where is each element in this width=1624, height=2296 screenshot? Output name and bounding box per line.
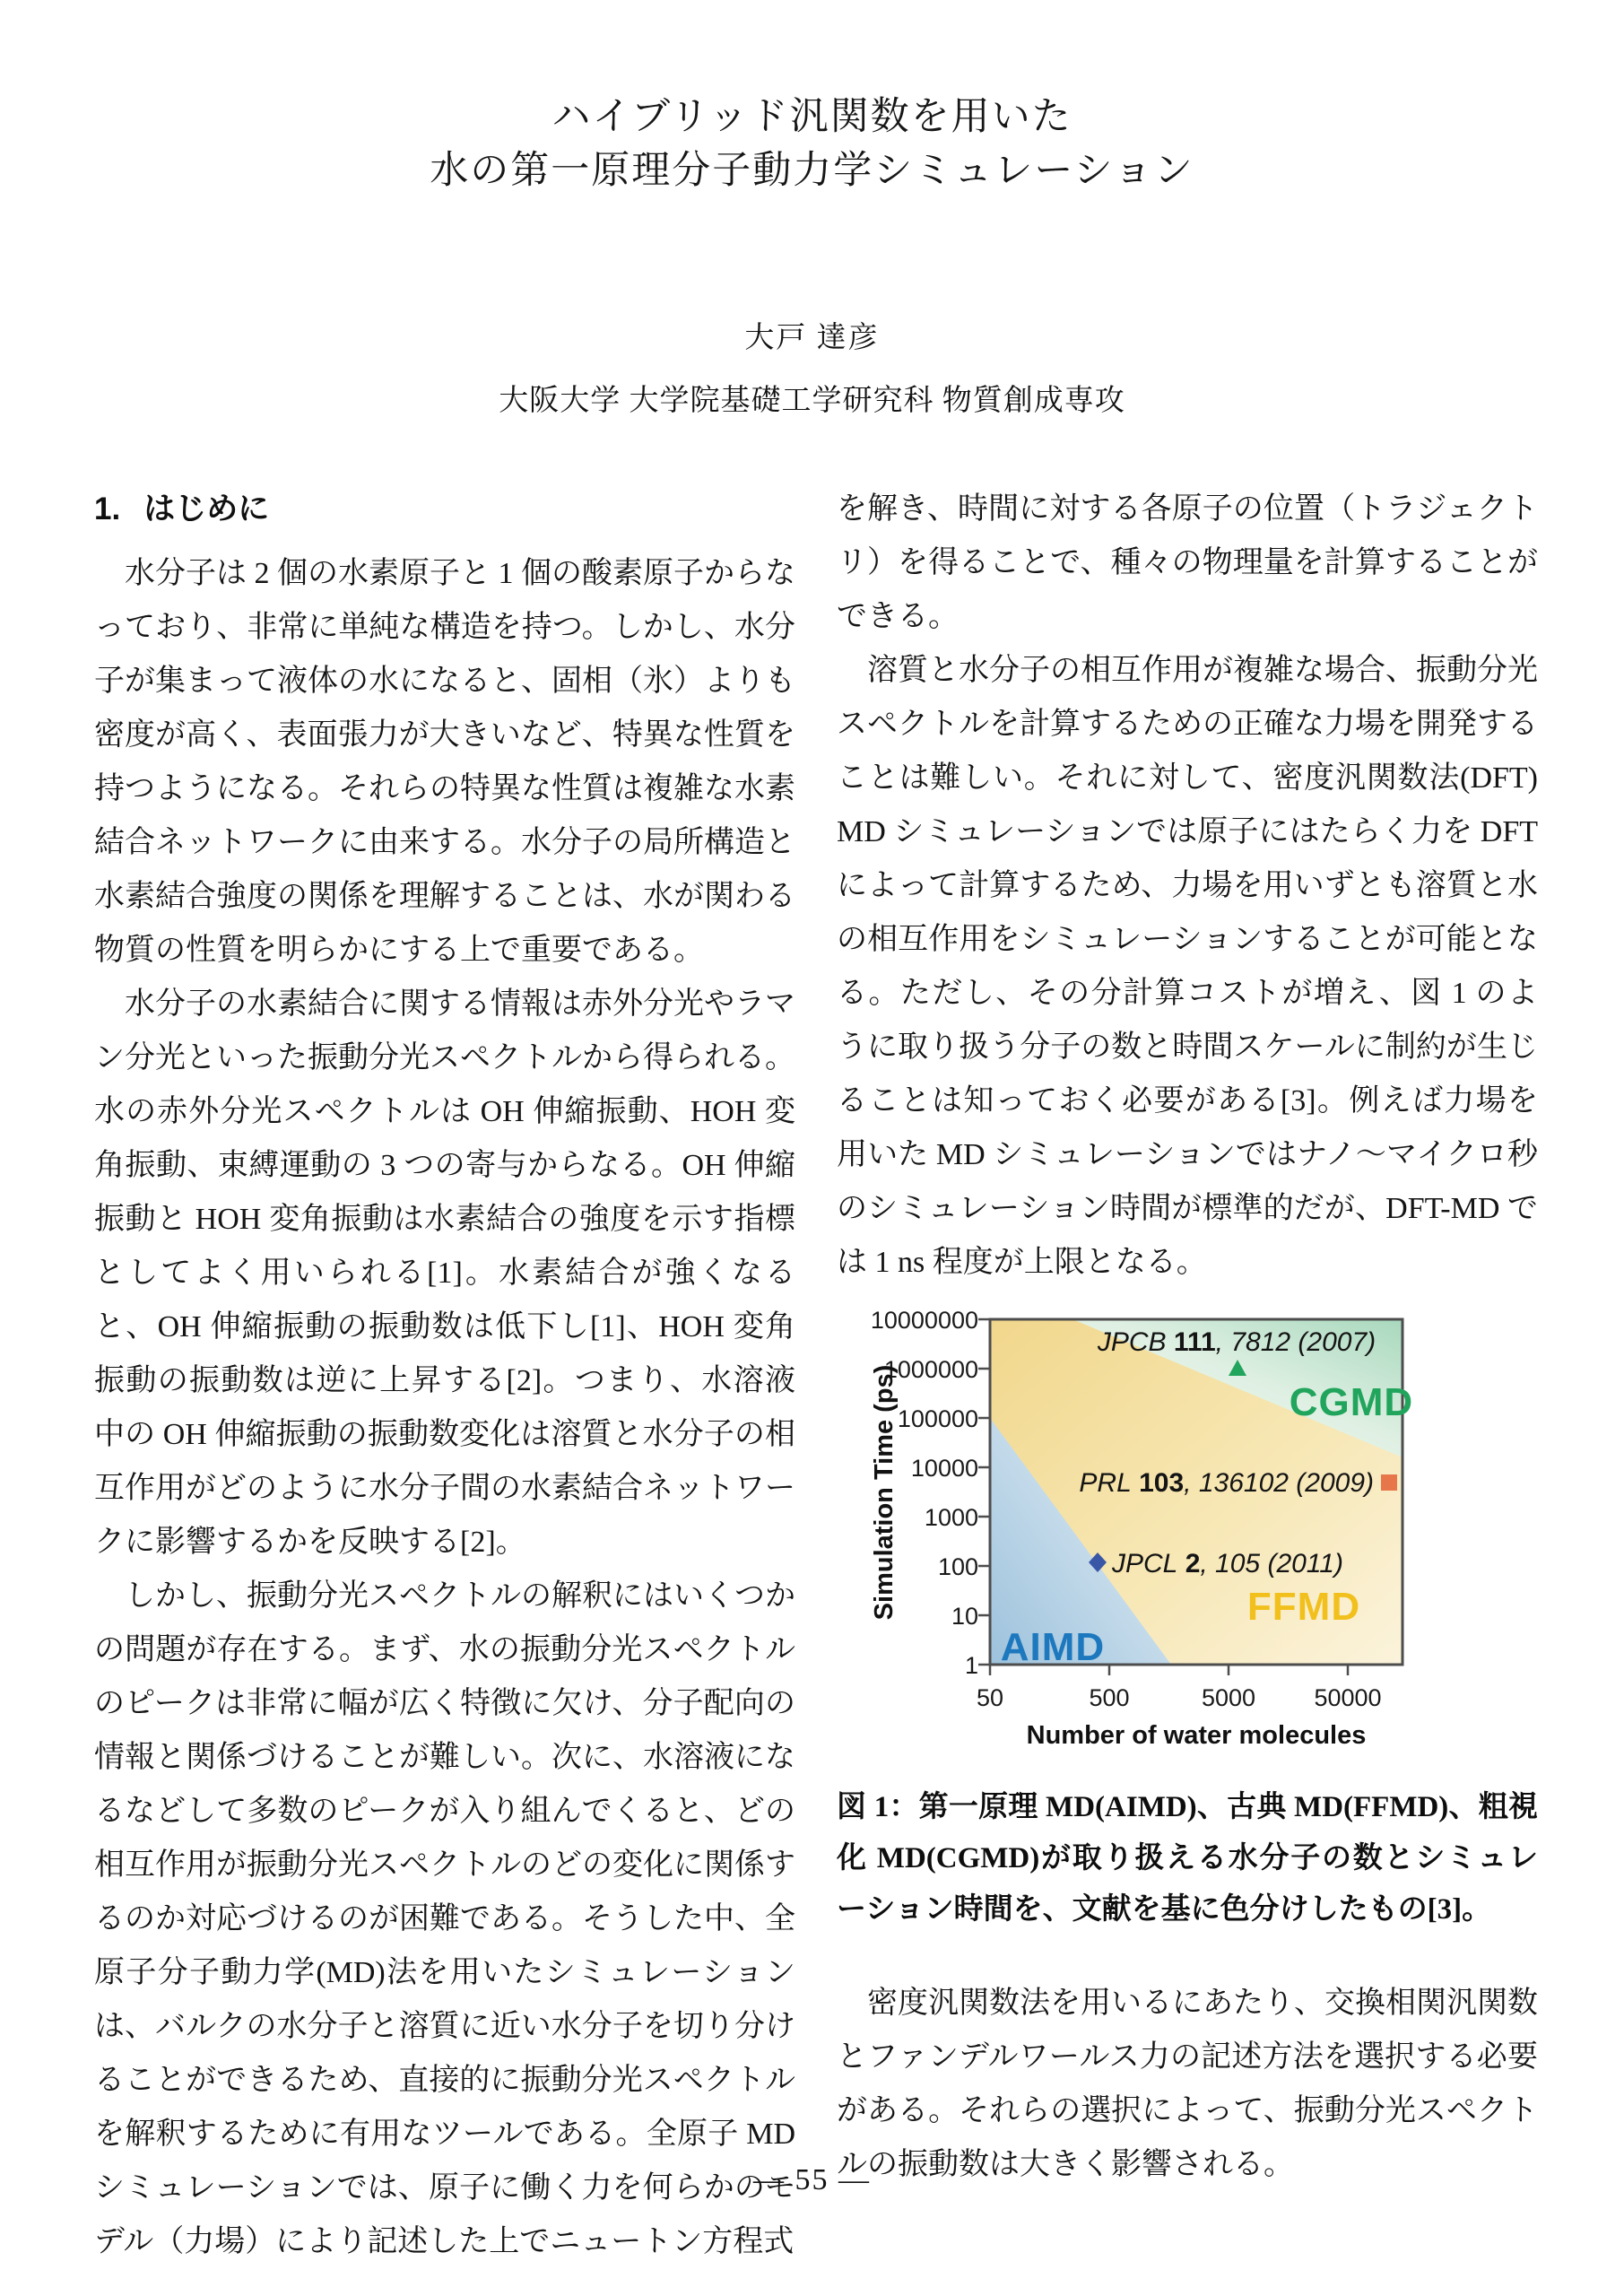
figure1-caption: 図 1：第一原理 MD(AIMD)、古典 MD(FFMD)、粗視化 MD(CGMD)が取り扱える水分子の数とシミュレーション時間を、文献を基に色分けしたもの[3]。	[837, 1791, 1538, 1926]
y-tick-label: 1000	[924, 1504, 978, 1531]
section-number: 1.	[94, 491, 121, 526]
section-heading-1	[94, 483, 795, 536]
y-axis-title: Simulation Time (ps)	[870, 1364, 899, 1621]
paper-title-line2: 水の第一原理分子動力学シミュレーション	[430, 149, 1194, 192]
paragraph: 水分子の水素結合に関する情報は赤外分光やラマン分光といった振動分光スペクトルから得られる。水の赤外分光スペクトルは OH 伸縮振動、HOH 変角振動、束縛運動の 3 つの寄与からなる。OH 伸縮振動と HOH 変角振動は水素結合の強度を示す指標としてよく用いられる[1]。水素結合が強くなると、OH 伸縮振動の振動数は低下し[1]、HOH 変角振動の振動数は逆に上昇する[2]。つまり、水溶液中の OH 伸縮振動の振動数変化は溶質と水分子の相互作用がどのように水分子間の水素結合ネットワークに影響するかを反映する[2]。	[94, 987, 795, 1559]
x-tick-labels	[977, 1684, 1382, 1711]
point-label-jpcb: JPCB 111, 7812 (2007)	[1097, 1327, 1376, 1357]
point-label-jpcl: JPCL 2, 105 (2011)	[1112, 1549, 1343, 1578]
y-tick-label: 10	[951, 1603, 978, 1630]
x-tick-label: 50	[976, 1684, 1004, 1711]
y-tick-label: 100	[937, 1553, 978, 1580]
x-tick-label: 5000	[1201, 1684, 1256, 1711]
section-title: はじめに	[143, 491, 270, 526]
paragraph: を解き、時間に対する各原子の位置（トラジェクトリ）を得ることで、種々の物理量を計算することができる。	[837, 492, 1538, 633]
title-block	[0, 90, 1624, 197]
region-label-aimd: AIMD	[1000, 1625, 1106, 1669]
right-column	[837, 483, 1538, 2192]
region-label-ffmd: FFMD	[1246, 1585, 1361, 1629]
y-tick-label: 1000000	[883, 1356, 978, 1383]
y-tick-label: 100000	[897, 1405, 978, 1432]
point-label-prl: PRL 103, 136102 (2009)	[1079, 1468, 1374, 1498]
page-number: — 55 —	[753, 2163, 871, 2196]
x-tick-label: 50000	[1314, 1684, 1382, 1711]
figure-1	[837, 1306, 1538, 1935]
x-axis-title: Number of water molecules	[1026, 1721, 1367, 1750]
paragraph: 水分子は 2 個の水素原子と 1 個の酸素原子からなっており、非常に単純な構造を持つ。しかし、水分子が集まって液体の水になると、固相（氷）よりも密度が高く、表面張力が大きいなど、特異な性質を持つようになる。それらの特異な性質は複雑な水素結合ネットワークに由来する。水分子の局所構造と水素結合強度の関係を理解することは、水が関わる物質の性質を明らかにする上で重要である。	[94, 557, 795, 967]
paragraph: 密度汎関数法を用いるにあたり、交換相関汎関数とファンデルワールス力の記述方法を選択する必要がある。それらの選択によって、振動分光スペクトルの振動数は大きく影響される。	[837, 1987, 1538, 2181]
paragraph: しかし、振動分光スペクトルの解釈にはいくつかの問題が存在する。まず、水の振動分光スペクトルのピークは非常に幅が広く特徴に欠け、分子配向の情報と関係づけることが難しい。次に、水溶液になるなどして多数のピークが入り組んでくると、どの相互作用が振動分光スペクトルのどの変化に関係するのか対応づけるのが困難である。そうした中、全原子分子動力学(MD)法を用いたシミュレーションは、バルクの水分子と溶質に近い水分子を切り分けることができるため、直接的に振動分光スペクトルを解釈するために有用なツールである。全原子 MD シミュレーションでは、原子に働く力を何らかのモデル（力場）により記述した上でニュートン方程式	[94, 1579, 795, 2258]
author-affiliation: 大阪大学 大学院基礎工学研究科 物質創成専攻	[499, 385, 1125, 417]
ffmd-square-marker	[1381, 1474, 1397, 1491]
figure1-chart	[842, 1306, 1452, 1759]
author-name: 大戸 達彦	[744, 322, 880, 354]
paper-title-line1: ハイブリッド汎関数を用いた	[551, 95, 1073, 138]
y-tick-label: 10000	[910, 1455, 978, 1482]
left-column	[94, 483, 795, 2269]
paragraph: 溶質と水分子の相互作用が複雑な場合、振動分光スペクトルを計算するための正確な力場を開発することは難しい。それに対して、密度汎関数法(DFT) MD シミュレーションでは原子にはたらく力を DFT によって計算するため、力場を用いずとも溶質と水の相互作用をシミュレーションすることが可能となる。ただし、その分計算コストが増え、図 1 のように取り扱う分子の数と時間スケールに制約が生じることは知っておく必要がある[3]。例えば力場を用いた MD シミュレーションではナノ～マイクロ秒のシミュレーション時間が標準的だが、DFT-MD では 1 ns 程度が上限となる。	[837, 654, 1538, 1279]
x-tick-label: 500	[1089, 1684, 1130, 1711]
y-tick-label: 10000000	[870, 1307, 978, 1334]
region-label-cgmd: CGMD	[1289, 1380, 1414, 1424]
y-tick-label: 1	[964, 1652, 978, 1679]
